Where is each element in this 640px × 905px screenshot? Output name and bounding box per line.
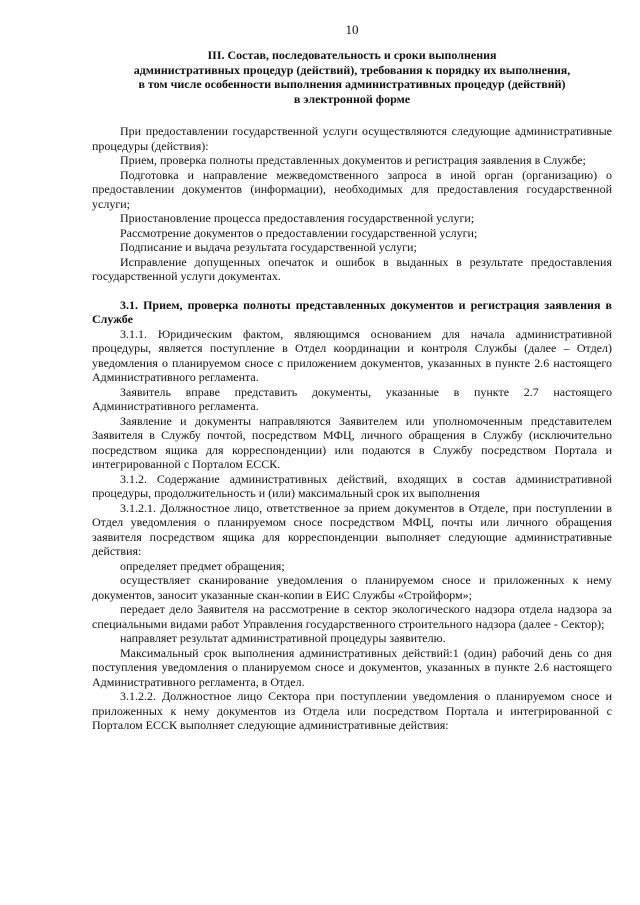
paragraph: 3.1.2.2. Должностное лицо Сектора при поступлении уведомления о планируемом сносе и приложенных к нему документов из Отдела или посредством Портала и интегрированной с Порталом ЕССК выполняет следующие административные действия: <box>92 689 612 732</box>
list-item: Прием, проверка полноты представленных документов и регистрация заявления в Службе; <box>120 153 586 167</box>
page-number: 10 <box>345 22 359 37</box>
section-title <box>92 48 612 106</box>
paragraph: Заявление и документы направляются Заявителем или уполномоченным представителем Заявителя в Службу почтой, посредством МФЦ, личного обращения в Службу (исключительно посредством ящика для корреспонденции) или подаются в Службу посредством Портала и интегрированной с Порталом ЕССК. <box>92 413 612 471</box>
list-item: передает дело Заявителя на рассмотрение в сектор экологического надзора отдела надзора за специальными видами работ Управления государственного строительного надзора (далее - Сектор); <box>92 602 612 631</box>
paragraph: При предоставлении государственной услуги осуществляются следующие административные процедуры (действия): <box>92 124 612 153</box>
list-item: Подготовка и направление межведомственного запроса в иной орган (организацию) о предоставлении документов (информации), необходимых для предоставления государственной услуги; <box>92 167 612 211</box>
paragraph: 3.1.2.1. Должностное лицо, ответственное за прием документов в Отделе, при поступлении в Отдел уведомления о планируемом сносе посредством МФЦ, почты или личного обращения заявителя посредством ящика для корреспонденции выполняет следующие административные действия: <box>92 500 612 558</box>
list-item: Рассмотрение документов о предоставлении государственной услуги; <box>120 225 478 240</box>
paragraph: 3.1.1. Юридическим фактом, являющимся основанием для начала административной процедуры, является поступление в Отдел координации и контроля Службы (далее – Отдел) уведомления о планируемом сносе с приложением документов, указанных в пункте 2.6 настоящего Административного регламента. <box>92 326 612 384</box>
list-item: осуществляет сканирование уведомления о планируемом сносе и приложенных к нему документов, заносит указанные скан-копии в ЕИС Службы «Стройформ»; <box>92 573 612 602</box>
paragraph: Заявитель вправе представить документы, указанные в пункте 2.7 настоящего Административного регламента. <box>92 384 612 413</box>
section-title-line: административных процедур (действий), требования к порядку их выполнения, <box>133 62 571 77</box>
list-item: Приостановление процесса предоставления государственной услуги; <box>120 211 475 225</box>
subsection-heading: 3.1. Прием, проверка полноты представленных документов и регистрация заявления в Службе <box>92 297 612 326</box>
paragraph: 3.1.2. Содержание административных действий, входящих в состав административной процедуры, продолжительность и (или) максимальный срок их выполнения <box>92 471 612 500</box>
list-item: Исправление допущенных опечаток и ошибок в выданных в результате предоставления государственной услуги документах. <box>92 254 612 283</box>
intro-block <box>92 124 612 284</box>
list-item: Подписание и выдача результата государственной услуги; <box>120 240 417 254</box>
section-title-line: в том числе особенности выполнения административных процедур (действий) <box>138 77 566 91</box>
subsection-3-1 <box>92 298 612 733</box>
list-item: определяет предмет обращения; <box>120 558 285 573</box>
list-item: направляет результат административной процедуры заявителю. <box>120 631 446 645</box>
paragraph: Максимальный срок выполнения административных действий:1 (один) рабочий день со дня поступления уведомления о планируемом сносе и документов, указанных в пункте 2.6 настоящего Административного регламента, в Отдел. <box>92 645 612 689</box>
section-title-line: в электронной форме <box>293 91 411 106</box>
section-title-line: III. Состав, последовательность и сроки выполнения <box>207 48 497 62</box>
